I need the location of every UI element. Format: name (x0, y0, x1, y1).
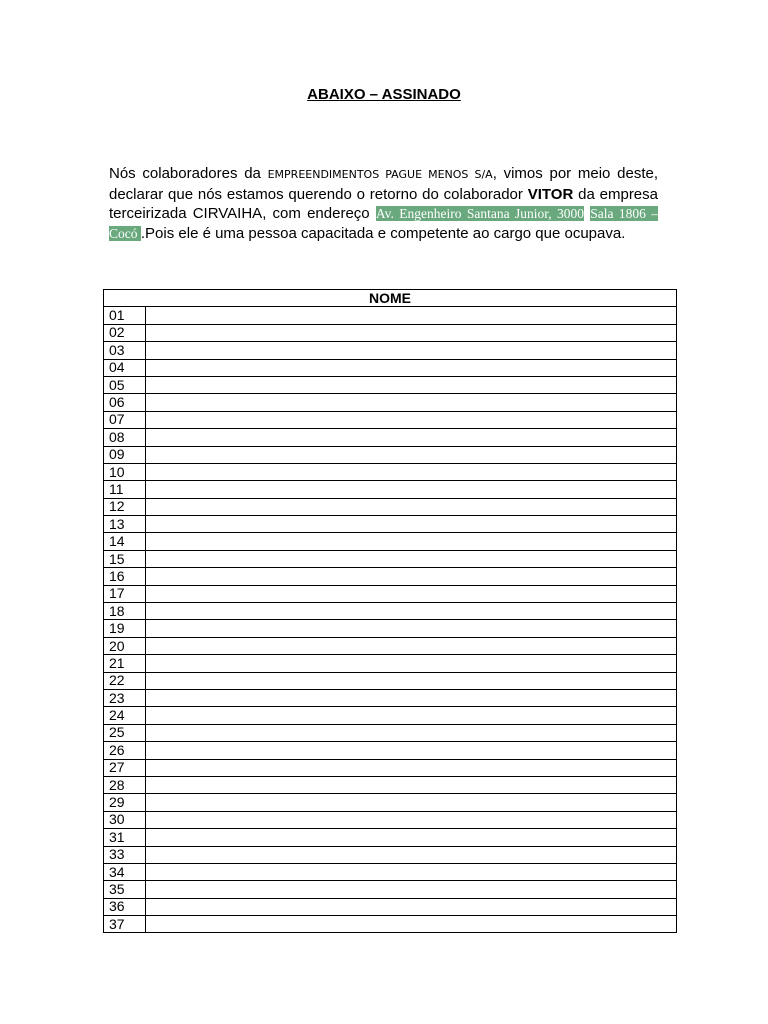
signature-cell[interactable] (146, 342, 677, 359)
signature-cell[interactable] (146, 376, 677, 393)
intro-part-3: da empresa terceirizada CIRVAIHA, com endereço (109, 185, 658, 222)
signature-cell[interactable] (146, 689, 677, 706)
row-number: 08 (104, 429, 146, 446)
table-row (104, 881, 677, 898)
intro-part-4: .Pois ele é uma pessoa capacitada e competente ao cargo que ocupava. (140, 224, 626, 242)
table-row (104, 776, 677, 793)
table-row (104, 324, 677, 341)
row-number: 35 (104, 881, 146, 898)
table-row (104, 603, 677, 620)
table-row (104, 655, 677, 672)
intro-paragraph (109, 164, 658, 243)
row-number: 36 (104, 898, 146, 915)
signature-cell[interactable] (146, 307, 677, 324)
table-row (104, 481, 677, 498)
table-row (104, 811, 677, 828)
row-number: 34 (104, 863, 146, 880)
signature-cell[interactable] (146, 585, 677, 602)
signature-cell[interactable] (146, 707, 677, 724)
table-row (104, 585, 677, 602)
row-number: 03 (104, 342, 146, 359)
row-number: 30 (104, 811, 146, 828)
signature-cell[interactable] (146, 794, 677, 811)
row-number: 24 (104, 707, 146, 724)
table-row (104, 846, 677, 863)
signature-cell[interactable] (146, 863, 677, 880)
table-row (104, 620, 677, 637)
table-row (104, 707, 677, 724)
signature-cell[interactable] (146, 429, 677, 446)
signature-cell[interactable] (146, 759, 677, 776)
table-header-row (104, 290, 677, 307)
row-number: 25 (104, 724, 146, 741)
signature-cell[interactable] (146, 811, 677, 828)
signature-cell[interactable] (146, 533, 677, 550)
address-highlight-room: Sala 1806 – Cocó (109, 206, 658, 241)
row-number: 10 (104, 463, 146, 480)
table-row (104, 533, 677, 550)
signature-cell[interactable] (146, 724, 677, 741)
signature-cell[interactable] (146, 829, 677, 846)
table-row (104, 672, 677, 689)
row-number: 21 (104, 655, 146, 672)
address-highlight-street: Av. Engenheiro Santana Junior, 3000 (375, 206, 584, 221)
intro-part-1: Nós colaboradores da (109, 165, 268, 182)
company-name: EMPREENDIMENTOS PAGUE MENOS S/A (267, 168, 493, 181)
row-number: 29 (104, 794, 146, 811)
row-number: 37 (104, 916, 146, 933)
signature-cell[interactable] (146, 324, 677, 341)
signature-table (103, 289, 677, 933)
table-row (104, 689, 677, 706)
table-row (104, 463, 677, 480)
row-number: 14 (104, 533, 146, 550)
table-row (104, 411, 677, 428)
signature-cell[interactable] (146, 603, 677, 620)
row-number: 23 (104, 689, 146, 706)
signature-cell[interactable] (146, 898, 677, 915)
row-number: 33 (104, 846, 146, 863)
signature-cell[interactable] (146, 655, 677, 672)
signature-cell[interactable] (146, 881, 677, 898)
row-number: 19 (104, 620, 146, 637)
colaborador-name: VITOR (527, 185, 574, 203)
table-row (104, 637, 677, 654)
row-number: 11 (104, 481, 146, 498)
row-number: 28 (104, 776, 146, 793)
table-body (104, 307, 677, 933)
signature-cell[interactable] (146, 846, 677, 863)
table-row (104, 898, 677, 915)
row-number: 20 (104, 637, 146, 654)
signature-cell[interactable] (146, 359, 677, 376)
row-number: 31 (104, 829, 146, 846)
row-number: 12 (104, 498, 146, 515)
table-row (104, 550, 677, 567)
row-number: 22 (104, 672, 146, 689)
signature-cell[interactable] (146, 742, 677, 759)
row-number: 27 (104, 759, 146, 776)
document-title-text: ABAIXO – ASSINADO (307, 86, 461, 103)
signature-cell[interactable] (146, 411, 677, 428)
signature-cell[interactable] (146, 620, 677, 637)
row-number: 06 (104, 394, 146, 411)
table-row (104, 359, 677, 376)
row-number: 26 (104, 742, 146, 759)
row-number: 07 (104, 411, 146, 428)
table-row (104, 724, 677, 741)
row-number: 04 (104, 359, 146, 376)
row-number: 16 (104, 568, 146, 585)
intro-part-2: , vimos por meio deste, declarar que nós estamos querendo o retorno do colaborador (109, 165, 658, 203)
signature-cell[interactable] (146, 446, 677, 463)
row-number: 17 (104, 585, 146, 602)
row-number: 09 (104, 446, 146, 463)
table-row (104, 863, 677, 880)
table-row (104, 759, 677, 776)
signature-cell[interactable] (146, 916, 677, 933)
table-row (104, 307, 677, 324)
name-column-header: NOME (104, 290, 677, 307)
signature-cell[interactable] (146, 481, 677, 498)
table-row (104, 829, 677, 846)
row-number: 15 (104, 550, 146, 567)
signature-cell[interactable] (146, 463, 677, 480)
signature-cell[interactable] (146, 516, 677, 533)
row-number: 05 (104, 376, 146, 393)
signature-cell[interactable] (146, 672, 677, 689)
table-row (104, 916, 677, 933)
table-row (104, 742, 677, 759)
row-number: 18 (104, 603, 146, 620)
table-row (104, 376, 677, 393)
table-row (104, 342, 677, 359)
signature-cell[interactable] (146, 498, 677, 515)
table-row (104, 429, 677, 446)
table-row (104, 794, 677, 811)
table-row (104, 498, 677, 515)
table-row (104, 516, 677, 533)
signature-cell[interactable] (146, 568, 677, 585)
row-number: 13 (104, 516, 146, 533)
signature-cell[interactable] (146, 394, 677, 411)
row-number: 02 (104, 324, 146, 341)
table-row (104, 446, 677, 463)
signature-cell[interactable] (146, 550, 677, 567)
document-title (0, 86, 768, 103)
row-number: 01 (104, 307, 146, 324)
signature-cell[interactable] (146, 637, 677, 654)
table-row (104, 394, 677, 411)
table-row (104, 568, 677, 585)
signature-cell[interactable] (146, 776, 677, 793)
